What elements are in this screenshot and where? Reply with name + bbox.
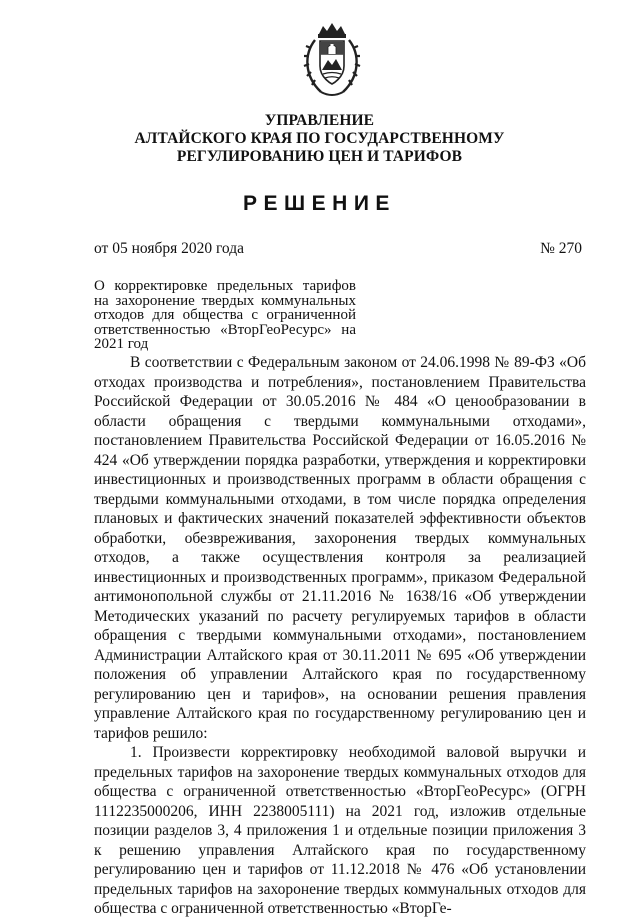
body-paragraph: В соответствии с Федеральным законом от 24.06.1998 № 89-ФЗ «Об отходах производства и потребления», постановлением Правительства Российской Федерации от 30.05.2016 № 484 «О ценообразовании в области обращения с твердыми коммунальными отходами», постановлением Правительства Российской Федерации от 16.05.2016 № 424 «Об утверждении порядка разработки, утверждения и корректировки инвестиционных и производственных программ в области обращения с твердыми коммунальными отходами, в том числе порядка определения плановых и фактических значений показателей эффективности объектов обработки, обезвреживания, захоронения твердых коммунальных отходов, а также осуществления контроля за реализацией инвестиционных и производственных программ», приказом Федеральной антимонопольной службы от 21.11.2016 № 1638/16 «Об утверждении Методических указаний по расчету регулируемых тарифов в области обращения с твердыми коммунальными отходами», постановлением Администрации Алтайского края от 30.11.2011 № 695 «Об утверждении положения об управлении Алтайского края по государственному регулированию цен и тарифов», на основании решения правления управление Алтайского края по государственному регулированию цен и тарифов решило:	[94, 354, 586, 742]
document-subject: О корректировке предельных тарифов на захоронение твердых коммунальных отходов для общества с ограниченной ответственностью «ВторГеоРесурс» на 2021 год	[94, 278, 356, 353]
document-number: № 270	[540, 240, 582, 257]
org-name-line1: УПРАВЛЕНИЕ	[264, 112, 375, 129]
altai-krai-coat-of-arms-icon	[301, 20, 363, 98]
document-body	[94, 353, 586, 919]
document-date: от 05 ноября 2020 года	[94, 240, 245, 257]
org-name-line2: АЛТАЙСКОГО КРАЯ ПО ГОСУДАРСТВЕННОМУ	[134, 130, 505, 147]
document-title: РЕШЕНИЕ	[243, 192, 396, 215]
body-paragraph: 1. Произвести корректировку необходимой валовой выручки и предельных тарифов на захоронение твердых коммунальных отходов для общества с ограниченной ответственностью «ВторГеоРесурс» (ОГРН 1112235000206, ИНН 2238005111) на 2021 год, изложив отдельные позиции разделов 3, 4 приложения 1 и отдельные позиции приложения 3 к решению управления Алтайского края по государственному регулированию цен и тарифов от 11.12.2018 № 476 «Об установлении предельных тарифов на захоронение твердых коммунальных отходов для общества с ограниченной ответственностью «ВторГе-	[94, 744, 586, 917]
org-name-line3: РЕГУЛИРОВАНИЮ ЦЕН И ТАРИФОВ	[176, 148, 463, 165]
